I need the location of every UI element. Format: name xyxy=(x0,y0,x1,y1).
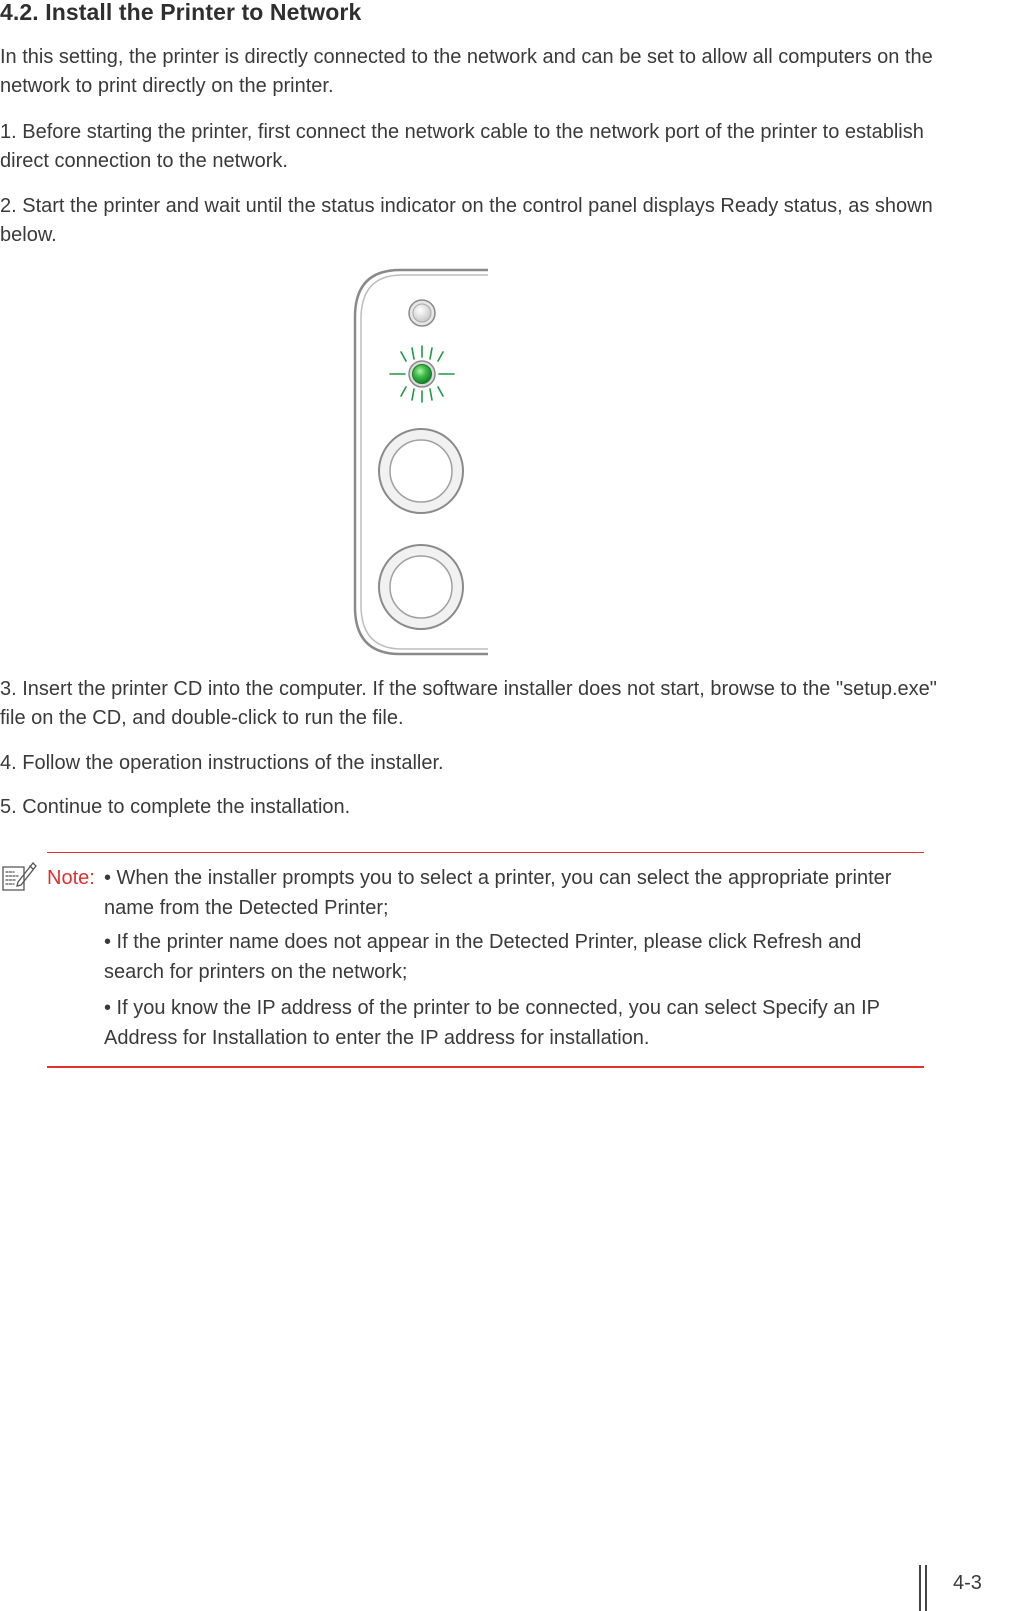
control-panel-illustration xyxy=(340,262,510,672)
step-5-text: 5. Continue to complete the installation. xyxy=(0,796,351,818)
note-bottom-divider xyxy=(47,1066,924,1068)
intro-paragraph: In this setting, the printer is directly connected to the network and can be set to allow all computers on the network to print directly on the printer. xyxy=(0,46,933,97)
panel-button-bottom xyxy=(379,545,463,629)
page-number: 4-3 xyxy=(953,1572,982,1594)
step-2-text: 2. Start the printer and wait until the status indicator on the control panel displays Ready status, as shown below. xyxy=(0,195,933,246)
panel-button-top xyxy=(379,429,463,513)
note-item-select-printer: • When the installer prompts you to select a printer, you can select the appropriate printer name from the Detected Printer; xyxy=(104,867,892,919)
page-marker-bars xyxy=(919,1565,928,1611)
note-top-divider xyxy=(47,852,924,853)
indicator-ready-icon xyxy=(390,346,454,402)
indicator-off-icon xyxy=(409,300,435,326)
note-icon xyxy=(0,858,38,896)
note-item-refresh: • If the printer name does not appear in the Detected Printer, please click Refresh and search for printers on the network; xyxy=(104,931,862,983)
note-item-specify-ip: • If you know the IP address of the printer to be connected, you can select Specify an IP Address for Installation to enter the IP address for installation. xyxy=(104,997,880,1049)
section-heading: 4.2. Install the Printer to Network xyxy=(0,0,362,25)
step-3-text: 3. Insert the printer CD into the computer. If the software installer does not start, browse to the "setup.exe" file on the CD, and double-click to run the file. xyxy=(0,678,937,729)
step-4-text: 4. Follow the operation instructions of the installer. xyxy=(0,752,444,774)
step-1-text: 1. Before starting the printer, first connect the network cable to the network port of the printer to establish direct connection to the network. xyxy=(0,121,924,172)
note-label: Note: xyxy=(47,867,95,889)
